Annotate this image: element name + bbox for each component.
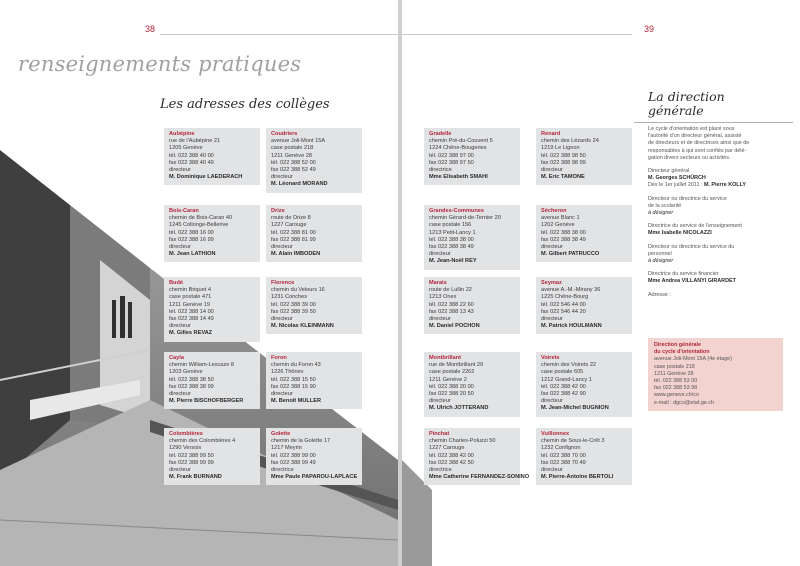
college-director: M. Pierre-Antoine BERTOLI [541, 474, 614, 481]
direction-body [648, 126, 785, 305]
financier-name: Mme Andrea VILLANYI GIRARDET [648, 278, 736, 285]
college-detail-line: fax 022 388 97 50 [429, 159, 474, 166]
intro-line: l'autorité d'un directeur général, assisté [648, 133, 742, 140]
college-detail-line: fax 022 388 42 50 [429, 459, 474, 466]
college-detail-line: tél. 022 388 42 00 [541, 383, 586, 390]
college-name: Vuillonnex [541, 431, 570, 437]
college-name: Voirets [541, 355, 560, 361]
college-card [266, 128, 362, 193]
college-detail-line: case postale 218 [271, 145, 314, 152]
college-card [164, 128, 260, 185]
college-card [424, 128, 520, 185]
college-detail-line: fax 022 388 52 49 [271, 167, 316, 174]
college-director: M. Gilles REVAZ [169, 330, 213, 337]
address-line: 1211 Genève 28 [654, 370, 694, 377]
college-name: Cayla [169, 355, 184, 361]
college-detail-line: rue de Montbrillant 29 [429, 362, 484, 369]
college-detail-line: tél. 022 388 98 50 [541, 152, 586, 159]
college-detail-line: directeur [271, 391, 293, 398]
colleges-heading: Les adresses des collèges [160, 97, 330, 112]
college-card [536, 428, 632, 485]
college-director: M. Eric TAMONE [541, 174, 585, 181]
college-detail-line: directeur [169, 167, 191, 174]
college-detail-line: fax 022 388 20 50 [429, 391, 474, 398]
college-detail-line: directeur [429, 316, 451, 323]
college-detail-line: fax 022 388 38 49 [429, 244, 474, 251]
college-detail-line: tél. 022 388 99 00 [271, 452, 316, 459]
college-name: Pinchat [429, 431, 450, 437]
college-card [266, 205, 362, 262]
college-card [536, 205, 632, 262]
scolarite-value: à désigner [648, 210, 674, 217]
left-page [0, 0, 398, 566]
personnel-label: personnel [648, 250, 672, 257]
college-detail-line: fax 022 388 40 49 [169, 159, 214, 166]
college-detail-line: tél. 022 388 16 00 [169, 229, 214, 236]
college-detail-line: 1225 Chêne-Bourg [541, 294, 589, 301]
college-detail-line: tél. 022 388 14 00 [169, 308, 214, 315]
college-detail-line: directeur [541, 316, 563, 323]
college-detail-line: chemin Gérard-de-Ternier 20 [429, 215, 501, 222]
header-rule-left [160, 34, 398, 35]
college-detail-line: tél. 022 388 22 60 [429, 301, 474, 308]
college-detail-line: 1232 Confignon [541, 445, 581, 452]
college-name: Colombières [169, 431, 203, 437]
college-detail-line: 1219 Le Lignon [541, 145, 580, 152]
college-name: Coudriers [271, 131, 298, 137]
college-detail-line: chemin William-Lescaze 8 [169, 362, 234, 369]
college-director: Mme Paule PAPAROU-LAPLACE [271, 474, 358, 481]
college-detail-line: chemin de Bois-Caran 40 [169, 215, 233, 222]
college-card [536, 352, 632, 417]
college-card [164, 205, 260, 262]
enseignement-name: Mme Isabelle NICOLAZZI [648, 230, 712, 237]
college-detail-line: chemin Pré-du-Couvent 5 [429, 138, 493, 145]
scolarite-block [648, 196, 785, 218]
college-detail-line: 1226 Thônex [271, 369, 304, 376]
college-card [164, 277, 260, 342]
college-detail-line: chemin des Lézards 24 [541, 138, 599, 145]
college-director: M. Jean LATHION [169, 251, 216, 258]
direction-rule [634, 122, 793, 123]
college-name: Gradelle [429, 131, 452, 137]
college-name: Budé [169, 280, 183, 286]
college-detail-line: directeur [169, 244, 191, 251]
college-detail-line: directeur [271, 244, 293, 251]
college-director: M. Nicolas KLEINMANN [271, 323, 334, 330]
address-label-block [648, 292, 785, 299]
scolarite-label: de la scolarité [648, 202, 682, 209]
college-detail-line: avenue Joli-Mont 15A [271, 138, 326, 145]
college-card [424, 277, 520, 334]
scolarite-label: Directeur ou directrice du service [648, 195, 727, 202]
college-detail-line: route de Drize 8 [271, 215, 311, 222]
college-detail-line: 1211 Genève 28 [271, 152, 312, 159]
direction-intro [648, 126, 785, 162]
college-detail-line: fax 022 388 38 99 [169, 383, 214, 390]
college-detail-line: 1290 Versoix [169, 445, 202, 452]
address-fax: fax 022 388 53 98 [654, 385, 698, 392]
college-card [266, 352, 362, 409]
director-general-name: M. Georges SCHÜRCH [648, 175, 706, 182]
director-general-label: Directeur général [648, 168, 690, 175]
college-detail-line: chemin des Voirets 22 [541, 362, 597, 369]
college-name: Montbrillant [429, 355, 462, 361]
college-detail-line: rue de l'Aubépine 21 [169, 138, 221, 145]
college-detail-line: chemin de la Golette 17 [271, 438, 331, 445]
college-detail-line: fax 022 388 14 49 [169, 316, 214, 323]
address-line: case postale 218 [654, 363, 695, 370]
college-director: Mme Catherine FERNANDEZ-SONINO [429, 474, 530, 481]
college-detail-line: fax 022 388 99 99 [169, 459, 214, 466]
college-detail-line: route de Lullin 22 [429, 287, 472, 294]
website-link[interactable]: www.geneve.ch/co [654, 392, 699, 399]
director-general-next: M. Pierre KOLLY [703, 182, 746, 189]
email-link[interactable]: e-mail : dgco@etat.ge.ch [654, 399, 715, 406]
college-detail-line: tél. 022 388 15 50 [271, 376, 316, 383]
college-detail-line: directeur [541, 467, 563, 474]
college-detail-line: tél. 022 388 38 50 [169, 376, 214, 383]
address-line: avenue Joli-Mont 15A (4e étage) [654, 356, 732, 363]
college-detail-line: 1212 Grand-Lancy 1 [541, 376, 592, 383]
college-detail-line: avenue Blanc 1 [541, 215, 580, 222]
college-detail-line: case postale 471 [169, 294, 212, 301]
college-name: Golette [271, 431, 291, 437]
college-detail-line: tél. 022 388 20 00 [429, 383, 474, 390]
direction-title-line2: générale [648, 103, 704, 118]
college-director: M. Jean-Noël REY [429, 258, 477, 265]
college-detail-line: 1211 Genève 19 [169, 301, 210, 308]
college-detail-line: chemin Briquet 4 [169, 287, 211, 294]
college-detail-line: 1211 Genève 2 [429, 376, 467, 383]
college-detail-line: fax 022 388 70 49 [541, 459, 586, 466]
college-card [164, 352, 260, 409]
personnel-label: Directeur ou directrice du service du [648, 243, 735, 250]
college-card [536, 277, 632, 334]
personnel-value: à désigner [648, 258, 674, 265]
address-name: du cycle d'orientation [654, 349, 710, 356]
address-box [648, 338, 783, 411]
right-page [402, 0, 800, 566]
director-general-block [648, 168, 785, 190]
college-detail-line: fax 022 388 15 90 [271, 383, 316, 390]
college-director: M. Léonard MORAND [271, 181, 328, 188]
college-detail-line: directrice [429, 167, 452, 174]
intro-line: gation divers secteurs ou activités. [648, 154, 731, 161]
college-detail-line: tél. 022 388 52 00 [271, 159, 316, 166]
college-detail-line: tél. 022 388 39 00 [271, 301, 316, 308]
intro-line: de directeurs et de directrices ainsi que de [648, 140, 750, 147]
college-card [164, 428, 260, 485]
college-card [424, 428, 530, 485]
college-detail-line: 1224 Chêne-Bougeries [429, 145, 487, 152]
college-card [266, 428, 362, 485]
college-detail-line: avenue A.-M.-Mirany 36 [541, 287, 601, 294]
page-number-left: 38 [145, 24, 156, 34]
college-detail-line: 1213 Onex [429, 294, 457, 301]
college-detail-line: 1203 Genève [169, 369, 203, 376]
college-detail-line: fax 022 388 16 99 [169, 236, 214, 243]
college-name: Drize [271, 208, 285, 214]
college-director: M. Ulrich JOTTERAND [429, 405, 489, 412]
college-name: Florence [271, 280, 295, 286]
header-rule-right [402, 34, 632, 35]
enseignement-block [648, 223, 785, 237]
address-phone: tél. 022 388 53 00 [654, 378, 698, 385]
college-detail-line: tél. 022 546 44 00 [541, 301, 586, 308]
college-director: M. Gilbert PATRUCCO [541, 251, 600, 258]
college-detail-line: 1227 Carouge [429, 445, 465, 452]
college-detail-line: fax 022 388 98 99 [541, 159, 586, 166]
college-detail-line: directrice [271, 467, 294, 474]
college-detail-line: directeur [271, 316, 293, 323]
director-general-from: Dès le 1er juillet 2011 : [648, 182, 703, 189]
college-detail-line: 1202 Genève [541, 222, 575, 229]
college-name: Renard [541, 131, 561, 137]
college-detail-line: directeur [169, 323, 191, 330]
college-detail-line: fax 022 388 81 99 [271, 236, 316, 243]
financier-label: Directrice du service financier [648, 271, 719, 278]
intro-line: Le cycle d'orientation est placé sous [648, 126, 735, 132]
college-detail-line: 1227 Carouge [271, 222, 307, 229]
college-detail-line: tél. 022 388 38 00 [429, 236, 474, 243]
college-director: M. Alain IMBODEN [271, 251, 321, 258]
college-detail-line: 1205 Genève [169, 145, 203, 152]
college-director: M. Dominique LAEDERACH [169, 174, 243, 181]
financier-block [648, 271, 785, 285]
college-detail-line: directeur [169, 391, 191, 398]
college-detail-line: directeur [429, 251, 451, 258]
college-detail-line: chemin de Sous-le-Crêt 3 [541, 438, 605, 445]
college-detail-line: directeur [429, 398, 451, 405]
college-name: Aubépine [169, 131, 195, 137]
college-detail-line: tél. 022 388 42 00 [429, 452, 474, 459]
college-name: Seymaz [541, 280, 562, 286]
college-director: M. Pierre BISCHOFBERGER [169, 398, 244, 405]
college-detail-line: directeur [271, 174, 293, 181]
college-detail-line: directeur [541, 167, 563, 174]
college-detail-line: chemin du Foron 43 [271, 362, 321, 369]
college-card [266, 277, 362, 334]
college-name: Sécheron [541, 208, 567, 214]
college-detail-line: chemin du Velours 16 [271, 287, 325, 294]
college-director: M. Patrick HOULMANN [541, 323, 602, 330]
college-detail-line: tél. 022 388 38 00 [541, 229, 586, 236]
college-detail-line: directeur [169, 467, 191, 474]
address-name: Direction générale [654, 342, 702, 348]
college-card [424, 352, 520, 417]
college-detail-line: 1245 Collonge-Bellerive [169, 222, 229, 229]
college-detail-line: case postale 605 [541, 369, 584, 376]
college-detail-line: 1213 Petit-Lancy 1 [429, 229, 476, 236]
enseignement-label: Directrice du service de l'enseignement [648, 223, 742, 230]
college-card [536, 128, 632, 185]
college-name: Marais [429, 280, 447, 286]
college-detail-line: chemin des Colombières 4 [169, 438, 236, 445]
college-director: M. Frank BURNAND [169, 474, 222, 481]
section-title: renseignements pratiques [18, 52, 302, 76]
intro-line: responsables à qui sont confiés par délé- [648, 147, 747, 154]
college-detail-line: tél. 022 388 81 00 [271, 229, 316, 236]
college-name: Foron [271, 355, 287, 361]
college-director: Mme Elisabeth SMAHI [429, 174, 488, 181]
college-name: Bois-Caran [169, 208, 199, 214]
college-name: Grandes-Communes [429, 208, 485, 214]
college-director: M. Jean-Michel BUGNION [541, 405, 609, 412]
college-detail-line: case postale 156 [429, 222, 472, 229]
college-detail-line: tél. 022 388 99 50 [169, 452, 214, 459]
college-detail-line: fax 022 388 99 49 [271, 459, 316, 466]
personnel-block [648, 244, 785, 266]
college-detail-line: directeur [541, 244, 563, 251]
address-label: Adresse : [648, 291, 671, 298]
college-detail-line: 1217 Meyrin [271, 445, 302, 452]
college-detail-line: fax 022 546 44 20 [541, 308, 586, 315]
college-card [424, 205, 520, 270]
college-detail-line: fax 022 388 42 90 [541, 391, 586, 398]
college-detail-line: directrice [429, 467, 452, 474]
college-detail-line: case postale 2262 [429, 369, 475, 376]
direction-title [648, 90, 725, 118]
college-detail-line: chemin Charles-Poluzzi 50 [429, 438, 496, 445]
college-detail-line: fax 022 388 39 50 [271, 308, 316, 315]
college-detail-line: fax 022 388 38 49 [541, 236, 586, 243]
college-detail-line: tél. 022 388 40 00 [169, 152, 214, 159]
college-detail-line: fax 022 388 13 43 [429, 308, 474, 315]
college-detail-line: tél. 022 388 70 00 [541, 452, 586, 459]
college-director: M. Daniel POCHON [429, 323, 480, 330]
college-detail-line: 1231 Conches [271, 294, 308, 301]
direction-title-line1: La direction [648, 89, 725, 104]
college-director: M. Benoît MULLER [271, 398, 322, 405]
college-detail-line: directeur [541, 398, 563, 405]
page-number-right: 39 [644, 24, 655, 34]
college-detail-line: tél. 022 388 97 00 [429, 152, 474, 159]
